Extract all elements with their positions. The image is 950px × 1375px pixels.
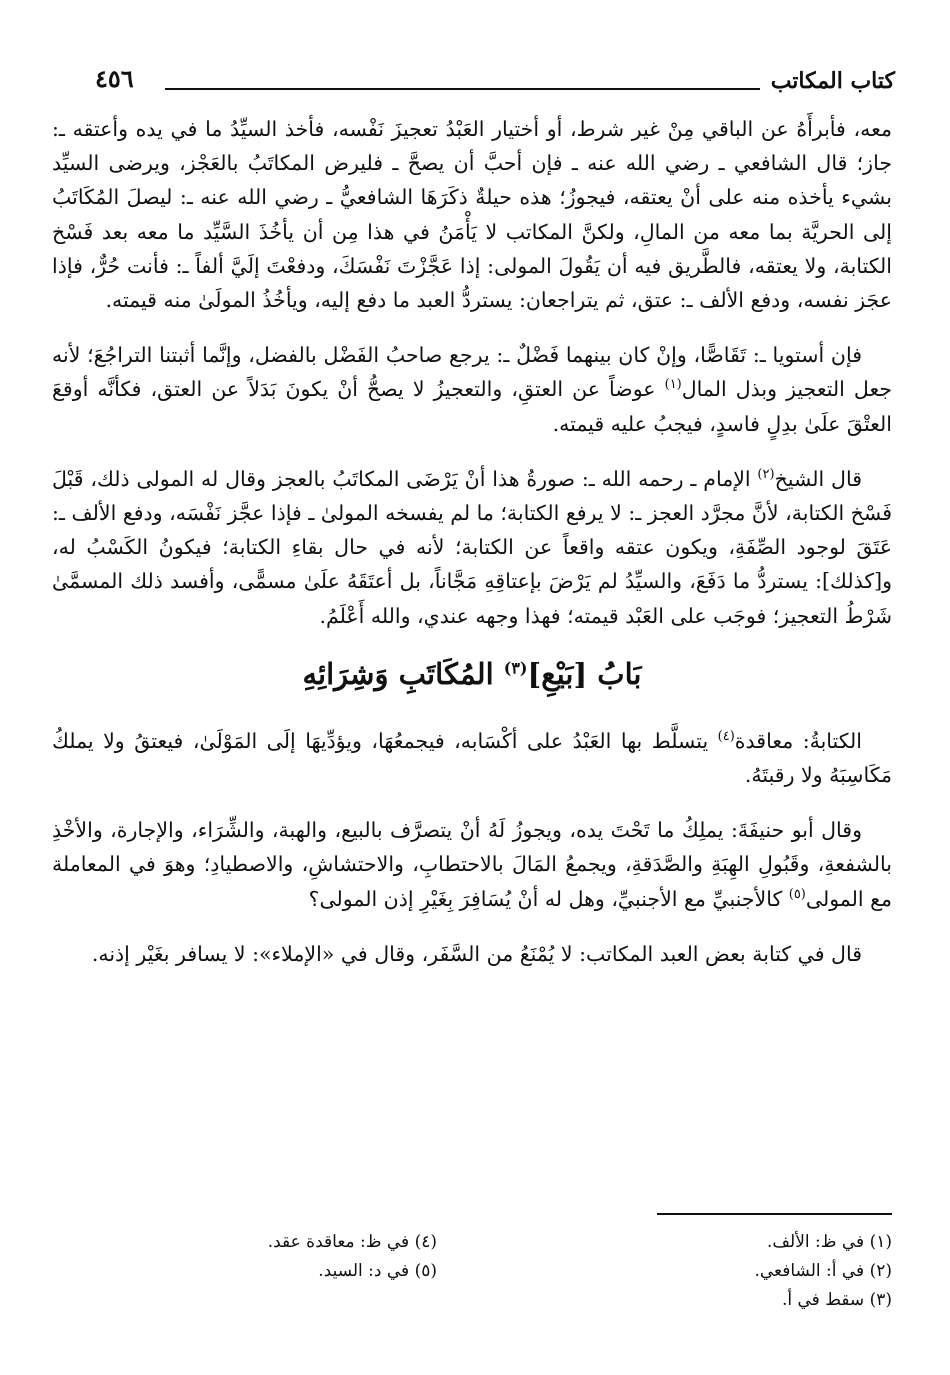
- section-heading-text: بَابُ [بَيْعِ]: [527, 656, 642, 691]
- footnote-1: (١) في ظ: الألف.: [767, 1232, 892, 1252]
- footnote-3: (٣) سقط في أ.: [781, 1290, 892, 1310]
- footnotes: [52, 1228, 892, 1328]
- section-heading-text-rest: المُكَاتَبِ وَشِرَائِهِ: [302, 656, 504, 691]
- running-header: [95, 62, 895, 102]
- footnote-ref-2: (٢): [757, 467, 775, 482]
- main-text: [52, 112, 892, 992]
- paragraph-5-text-b: كالأجنبيِّ مع الأجنبيِّ، وهل له أنْ يُسَافِرَ بِغَيْرِ إذن المولى؟: [308, 886, 789, 911]
- footnote-4: (٤) في ظ: معاقدة عقد.: [267, 1232, 437, 1252]
- section-heading: [52, 654, 892, 694]
- paragraph-2-text-b: عوضاً عن العتقِ، والتعجيزُ لا يصحُّ أنْ يكونَ بَدَلاً عن العتق، فكأنَّه أوقعَ العتْقَ علَىٰ بدِلٍ فاسدٍ، فيجبُ عليه قيمته.: [52, 377, 892, 436]
- footnote-ref-4: (٤): [717, 729, 735, 745]
- paragraph-5: [52, 813, 892, 916]
- page-number: ٤٥٦: [95, 64, 134, 93]
- paragraph-3: [52, 462, 892, 633]
- paragraph-4: [52, 724, 892, 792]
- footnotes-left-column: [137, 1228, 437, 1286]
- footnote-rule: [657, 1213, 892, 1215]
- paragraph-2: [52, 338, 892, 441]
- footnote-ref-3: (٣): [503, 658, 528, 678]
- paragraph-3-text-b: الإمام ـ رحمه الله ـ: صورةُ هذا أنْ يَرْضَى المكاتَبُ بالعجز وقال له المولى ذلك، قَبْلَ فَسْخ الكتابة، لأنَّ مجرَّد العجز ـ: لا يرفع الكتابة؛ ما لم يفسخه المولىٰ ـ فإذا عجَّز نَفْسَه، ودفع الألف ـ: عَتَقَ لوجود الصِّفَةِ، ويكون عتقه واقعاً عن الكتابة؛ لأنه في حال بقاءِ الكتابة؛ فيكونُ الكَسْبُ له، و[كذلك]: يستردُّ ما دَفَعَ، والسيِّدُ لم يَرْضَ بإعتاقِهِ مَجَّاناً، بل أعتَقَهُ علَىٰ مسمًّى، وأفسد ذلك المسمَّىٰ شَرْطُ التعجيز؛ فوجَب على العَبْد قيمته؛ فهذا وجهه عندي، والله أَعْلَمُ.: [52, 466, 892, 628]
- paragraph-1: معه، فأبرأَهُ عن الباقي مِنْ غير شرط، أو أختيار العَبْدُ تعجيزَ نَفْسه، فأخذ السيِّدُ ما في يده وأعتقه ـ: جاز؛ قال الشافعي ـ رضي الله عنه ـ فإن أحبَّ أن يصحَّ ـ فليرض المكاتَبُ بالعَجْز، ويرضى السيِّد بشيء يأخذه منه على أنْ يعتقه، فيجوزُ؛ هذه حيلةٌ ذكَرَهَا الشافعيُّ ـ رضي الله عنه ـ: ليصلَ المُكَاتَبُ إلى الحريَّة بما معه من المالِ، ولكنَّ المكاتب لا يَأْمَنُ في هذا مِن أن يأخُذَ السَّيِّد ما معه بعد فَسْخ الكتابة، ولا يعتقه، فالطَّريق فيه أن يَقُولَ المولى: إذا عَجَّزْتَ نَفْسَكَ، ودفعْتَ إلَيَّ ألفاً ـ: فأنت حُرٌّ، فإذا عجَز نفسه، ودفع الألف ـ: عتق، ثم يتراجعان: يستردُّ العبد ما دفع إليه، ويأخُذُ المولَىٰ منه قيمته.: [52, 117, 892, 313]
- paragraph-3-text-a: قال الشيخ: [774, 466, 862, 491]
- paragraph-4-text-a: الكتابةُ: معاقدة: [734, 728, 863, 753]
- paragraph-5-text-a: وقال أبو حنيفَةَ: يملِكُ ما تَحْتَ يده، ويجوزُ لَهُ أنْ يتصرَّف بالبيع، والهبة، والشِّرَاء، والإجارة، والأخْذِ بالشفعةِ، وقَبُولِ الهِبَةِ والصَّدَقةِ، ويجمعُ المَالَ بالاحتطابِ، والاحتشاشِ، والاصطيادِ؛ وهوَ في المعاملة مع المولى: [52, 818, 892, 911]
- footnote-2: (٢) في أ: الشافعي.: [754, 1261, 892, 1281]
- paragraph-2-text-a: فإن أستويا ـ: تَقَاصًّا، وإنْ كان بينهما فَضْلٌ ـ: يرجع صاحبُ الفَضْل بالفضل، وإنَّما أثبتنا التراجُعَ؛ لأنه جعل التعجيز وبذل المال: [52, 343, 893, 402]
- footnote-5: (٥) في د: السيد.: [318, 1261, 437, 1281]
- footnote-ref-5: (٥): [788, 886, 806, 902]
- header-rule: [165, 88, 760, 90]
- chapter-title: كتاب المكاتب: [770, 68, 895, 94]
- paragraph-6: قال في كتابة بعض العبد المكاتب: لا يُمْنَعُ من السَّفَر، وقال في «الإملاء»: لا يسافر بغَيْر إذنه.: [91, 941, 862, 966]
- footnote-ref-1: (١): [664, 377, 682, 393]
- paragraph-4-text-b: يتسلَّط بها العَبْدُ على أكْسَابه، فيجمعُهَا، ويؤدِّيهَا إلَى المَوْلَىٰ، فيعتقُ ولا يملكُ مَكَاسِبَهُ ولا رقبتَهُ.: [52, 728, 892, 788]
- footnotes-right-column: [512, 1228, 892, 1315]
